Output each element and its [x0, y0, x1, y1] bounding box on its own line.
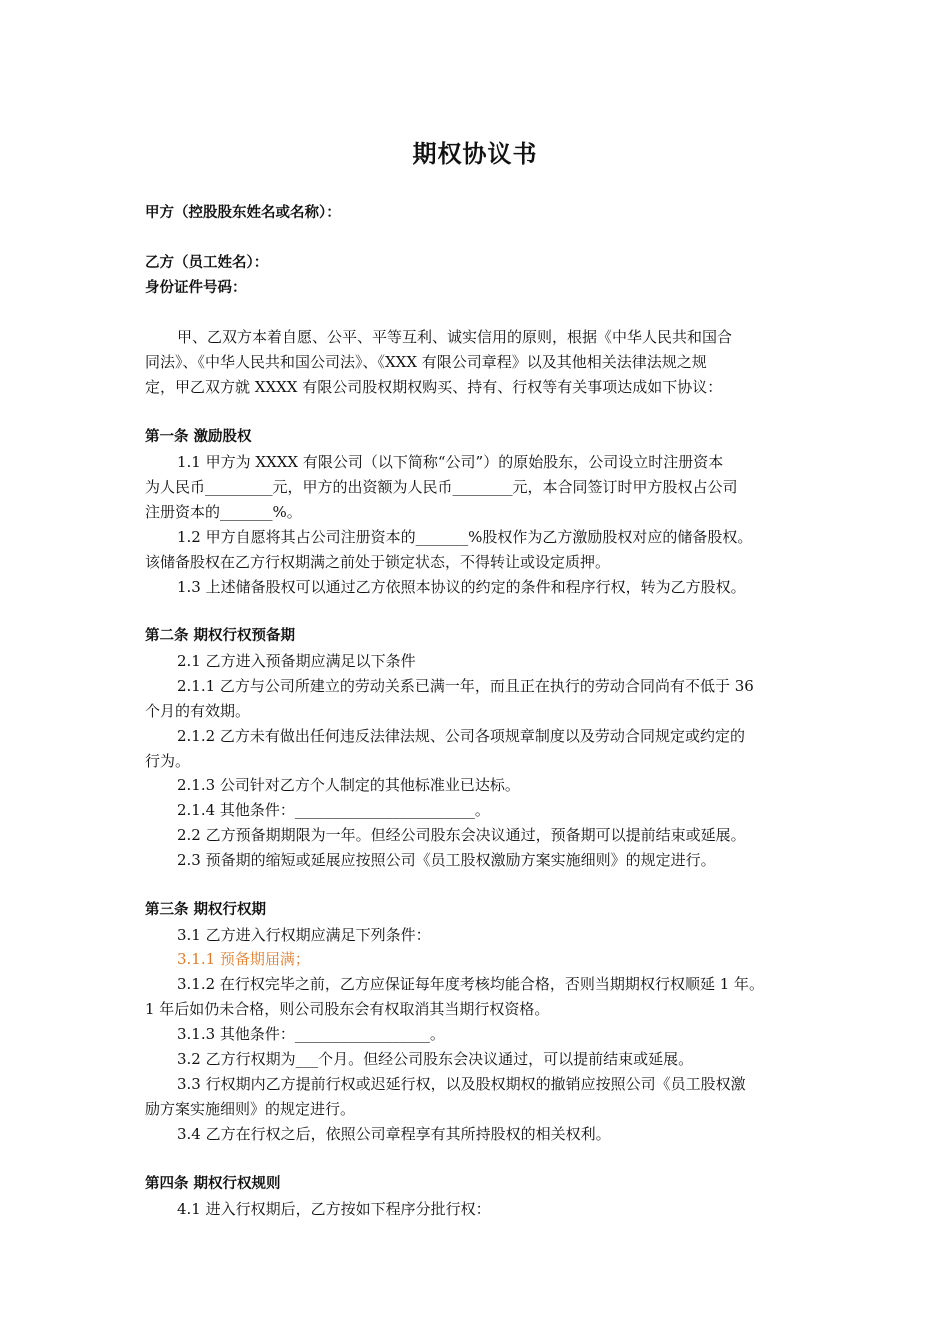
article1-line: 该储备股权在乙方行权期满之前处于锁定状态，不得转让或设定质押。 [145, 553, 611, 571]
article3-line: 3.1.2 在行权完毕之前，乙方应保证每年度考核均能合格，否则当期期权行权顺延 1 年。 [177, 975, 765, 993]
preamble-line: 同法》、《中华人民共和国公司法》、《XXX 有限公司章程》以及其他相关法律法规之规 [145, 353, 707, 371]
article4-heading: 第四条 期权行权规则 [145, 1176, 281, 1192]
article1-heading: 第一条 激励股权 [145, 429, 252, 445]
article2-line: 2.2 乙方预备期期限为一年。但经公司股东会决议通过，预备期可以提前结束或延展。 [177, 826, 746, 844]
article2-line: 个月的有效期。 [145, 702, 251, 720]
party-a-label: 甲方（控股股东姓名或名称）： [145, 205, 341, 221]
preamble-line: 甲、乙双方本着自愿、公平、平等互利、诚实信用的原则，根据《中华人民共和国合 [177, 328, 733, 346]
article4-line: 4.1 进入行权期后，乙方按如下程序分批行权： [177, 1200, 491, 1218]
article1-line: 1.1 甲方为 XXXX 有限公司（以下简称“公司”）的原始股东，公司设立时注册资本 [177, 453, 724, 471]
article3-line-highlight: 3.1.1 预备期届满； [177, 950, 310, 968]
article2-line: 行为。 [145, 752, 191, 770]
article3-line: 3.4 乙方在行权之后，依照公司章程享有其所持股权的相关权利。 [177, 1125, 611, 1143]
document-title: 期权协议书 [412, 140, 538, 168]
article1-line: 注册资本的_______%。 [145, 503, 302, 521]
article3-line: 3.2 乙方行权期为___个月。但经公司股东会决议通过，可以提前结束或延展。 [177, 1050, 694, 1068]
party-b-label: 乙方（员工姓名）： [145, 255, 269, 271]
article1-line: 为人民币_________元，甲方的出资额为人民币________元，本合同签订时甲方股权占公司 [145, 478, 738, 496]
article2-line: 2.1.2 乙方未有做出任何违反法律法规、公司各项规章制度以及劳动合同规定或约定的 [177, 727, 745, 745]
article1-line: 1.3 上述储备股权可以通过乙方依照本协议的约定的条件和程序行权，转为乙方股权。 [177, 578, 746, 596]
article3-line: 1 年后如仍未合格，则公司股东会有权取消其当期行权资格。 [145, 1000, 550, 1018]
article2-line: 2.1 乙方进入预备期应满足以下条件 [177, 652, 416, 670]
article2-line: 2.1.1 乙方与公司所建立的劳动关系已满一年，而且正在执行的劳动合同尚有不低于 36 [177, 677, 754, 695]
article2-line: 2.1.4 其他条件：________________________。 [177, 801, 490, 819]
article3-line: 3.3 行权期内乙方提前行权或迟延行权，以及股权期权的撤销应按照公司《员工股权激 [177, 1075, 746, 1093]
id-number-label: 身份证件号码： [145, 280, 247, 296]
article3-line: 3.1.3 其他条件：__________________。 [177, 1025, 445, 1043]
article2-line: 2.1.3 公司针对乙方个人制定的其他标准业已达标。 [177, 776, 520, 794]
article2-line: 2.3 预备期的缩短或延展应按照公司《员工股权激励方案实施细则》的规定进行。 [177, 851, 716, 869]
article2-heading: 第二条 期权行权预备期 [145, 628, 296, 644]
article3-line: 3.1 乙方进入行权期应满足下列条件： [177, 926, 431, 944]
article1-line: 1.2 甲方自愿将其占公司注册资本的_______%股权作为乙方激励股权对应的储备股权。 [177, 528, 753, 546]
article3-heading: 第三条 期权行权期 [145, 902, 267, 918]
article3-line: 励方案实施细则》的规定进行。 [145, 1100, 356, 1118]
preamble-line: 定，甲乙双方就 XXXX 有限公司股权期权购买、持有、行权等有关事项达成如下协议： [145, 378, 723, 396]
